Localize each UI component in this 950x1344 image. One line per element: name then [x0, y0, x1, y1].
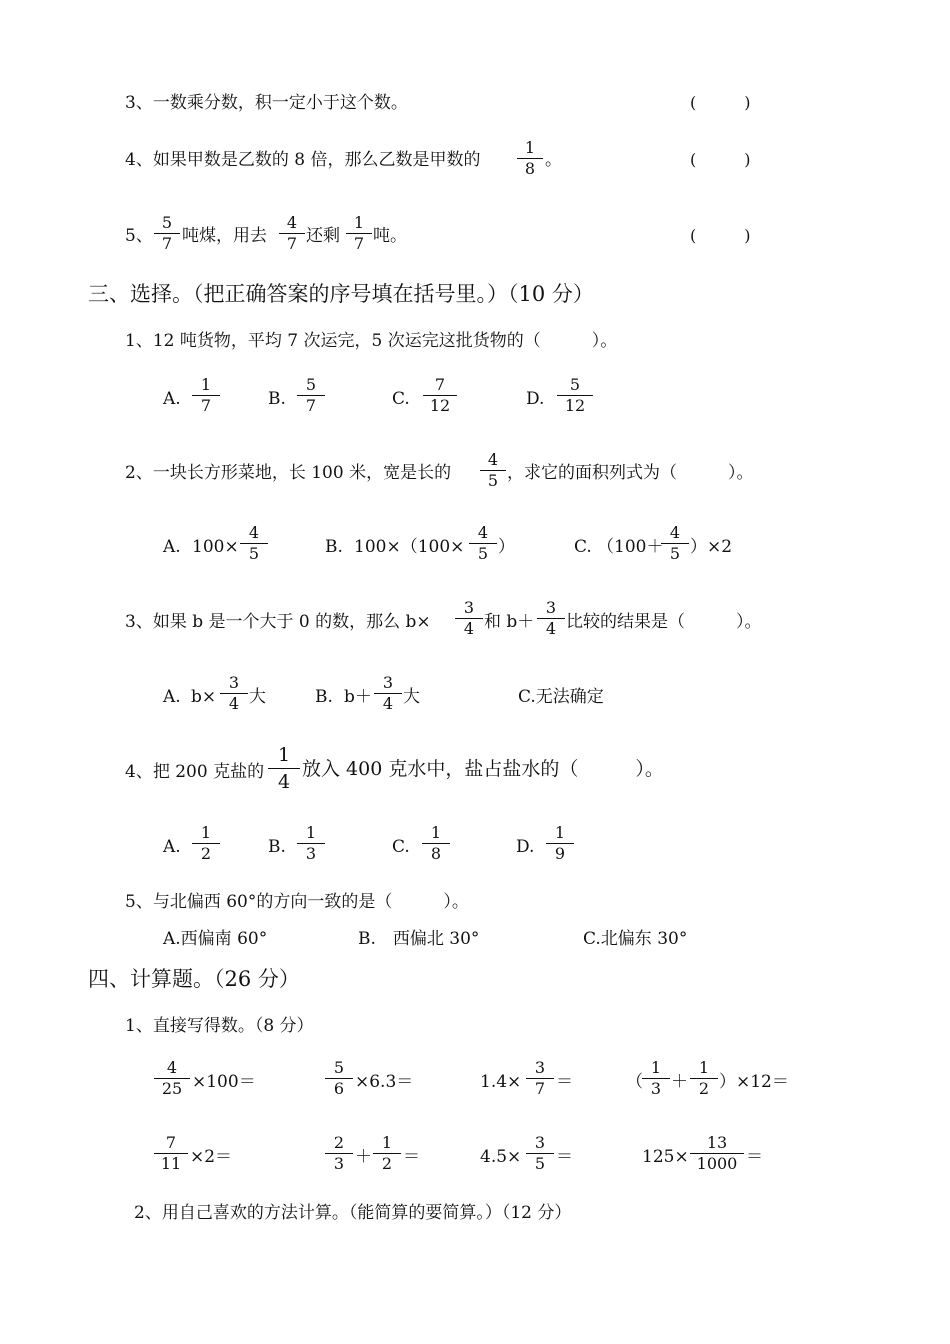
- fraction-denominator: 2: [698, 1079, 710, 1098]
- fraction-numerator: 3: [463, 598, 475, 617]
- fraction-denominator: 7: [286, 234, 298, 253]
- fraction-numerator: 1: [381, 1133, 393, 1152]
- fraction-denominator: 3: [305, 844, 317, 863]
- fraction-numerator: 5: [305, 375, 317, 394]
- c2-option-a-fraction: [240, 523, 268, 564]
- e7-fraction: [526, 1133, 554, 1174]
- judge-q3: [125, 93, 408, 113]
- q3-number: 3、: [125, 93, 153, 113]
- c3-stem-fraction-2: [537, 598, 565, 639]
- e5-fraction: [154, 1133, 188, 1174]
- fraction-numerator: 3: [382, 673, 394, 692]
- c2-option-c-fraction: [661, 523, 689, 564]
- fraction-denominator: 2: [200, 844, 212, 863]
- fraction-numerator: 1: [305, 823, 317, 842]
- fraction-denominator: 4: [463, 619, 475, 638]
- fraction-numerator: 1: [430, 823, 442, 842]
- q4-fraction: [517, 138, 543, 179]
- e8-expr-end: ＝: [746, 1147, 763, 1167]
- fraction-numerator: 5: [569, 375, 581, 394]
- c4-option-b-fraction: [297, 823, 325, 864]
- c1-option-a-fraction: [192, 375, 220, 416]
- fraction-denominator: 5: [487, 471, 499, 490]
- c3-option-b-expr: b＋: [344, 687, 372, 707]
- c4-stem-end: 放入 400 克水中，盐占盐水的（ ）。: [302, 758, 664, 780]
- section3-title: 三、选择。（把正确答案的序号填在括号里。）（10 分）: [88, 282, 594, 306]
- c4-option-c-fraction: [422, 823, 450, 864]
- c2-option-b-fraction: [469, 523, 497, 564]
- q5-answer-paren[interactable]: ( ): [690, 226, 751, 245]
- fraction-denominator: 2: [381, 1154, 393, 1173]
- e6-fraction-2: [373, 1133, 401, 1174]
- fraction-denominator: 7: [534, 1079, 546, 1098]
- q3-text: 一数乘分数，积一定小于这个数。: [152, 93, 408, 113]
- fraction-numerator: 1: [277, 744, 291, 766]
- c3-stem-mid: 和 b＋: [484, 612, 535, 632]
- e6-expr-mid: ＋: [355, 1147, 372, 1167]
- c3-option-a-label[interactable]: A.: [163, 687, 181, 707]
- e6-fraction-1: [325, 1133, 353, 1174]
- fraction-denominator: 7: [305, 396, 317, 415]
- c5-option-b[interactable]: B. 西偏北 30°: [358, 929, 480, 949]
- fraction-numerator: 1: [200, 823, 212, 842]
- c5-stem: 5、与北偏西 60°的方向一致的是（ ）。: [125, 892, 469, 912]
- fraction-numerator: 4: [286, 213, 298, 232]
- section4-title: 四、计算题。（26 分）: [88, 967, 300, 991]
- fraction-numerator: 2: [333, 1133, 345, 1152]
- c2-stem-fraction: [480, 450, 506, 491]
- e5-expr: ×2＝: [190, 1147, 233, 1167]
- fraction-denominator: 25: [161, 1079, 183, 1098]
- fraction-denominator: 5: [534, 1154, 546, 1173]
- c3-stem-fraction-1: [455, 598, 483, 639]
- c4-stem-start: 4、把 200 克盐的: [125, 762, 265, 782]
- c2-option-a-label[interactable]: A.: [163, 537, 181, 557]
- c4-option-d-label[interactable]: D.: [516, 837, 535, 857]
- c1-option-b-fraction: [297, 375, 325, 416]
- c3-option-b-end: 大: [403, 687, 420, 707]
- c1-option-b-label[interactable]: B.: [268, 389, 286, 409]
- fraction-denominator: 12: [429, 396, 451, 415]
- fraction-denominator: 6: [333, 1079, 345, 1098]
- fraction-numerator: 1: [200, 375, 212, 394]
- e3-expr-end: ＝: [556, 1072, 573, 1092]
- fraction-numerator: 3: [534, 1133, 546, 1152]
- c3-stem-start: 3、如果 b 是一个大于 0 的数，那么 b×: [125, 612, 431, 632]
- c2-stem-start: 2、一块长方形菜地，长 100 米，宽是长的: [125, 463, 452, 483]
- e1-expr: ×100＝: [192, 1072, 256, 1092]
- q3-answer-paren[interactable]: ( ): [690, 93, 751, 112]
- c2-option-b-expr-end: ）: [498, 537, 515, 557]
- c4-option-a-fraction: [192, 823, 220, 864]
- fraction-numerator: 3: [545, 598, 557, 617]
- fraction-numerator: 1: [524, 138, 536, 157]
- fraction-denominator: 11: [160, 1154, 182, 1173]
- fraction-numerator: 3: [228, 673, 240, 692]
- e8-expr-start: 125×: [642, 1147, 689, 1167]
- fraction-numerator: 4: [477, 523, 489, 542]
- c2-option-c-label[interactable]: C.: [574, 537, 592, 557]
- e4-fraction-2: [690, 1058, 718, 1099]
- c2-stem-end: ，求它的面积列式为（ ）。: [507, 463, 754, 483]
- c3-option-a-expr: b×: [191, 687, 217, 707]
- fraction-numerator: 4: [248, 523, 260, 542]
- fraction-denominator: 5: [477, 544, 489, 563]
- q5-text-1: 吨煤，用去: [182, 226, 267, 246]
- c5-option-a[interactable]: A.西偏南 60°: [163, 929, 268, 949]
- c3-option-b-label[interactable]: B.: [315, 687, 333, 707]
- q5-fraction-2: [279, 213, 305, 254]
- fraction-denominator: 4: [545, 619, 557, 638]
- fraction-numerator: 5: [333, 1058, 345, 1077]
- e1-fraction: [154, 1058, 190, 1099]
- q4-text: 如果甲数是乙数的 8 倍，那么乙数是甲数的: [152, 150, 481, 170]
- q4-answer-paren[interactable]: ( ): [690, 150, 751, 169]
- fraction-numerator: 1: [554, 823, 566, 842]
- q5-fraction-3: [346, 213, 372, 254]
- e3-fraction: [526, 1058, 554, 1099]
- calc1-title: 1、直接写得数。（8 分）: [125, 1016, 314, 1036]
- c2-option-b-expr: 100×（100×: [354, 537, 465, 557]
- e4-expr-mid: ＋: [671, 1072, 688, 1092]
- fraction-numerator: 1: [698, 1058, 710, 1077]
- fraction-denominator: 7: [353, 234, 365, 253]
- fraction-numerator: 4: [669, 523, 681, 542]
- q5-text-2: 还剩: [306, 226, 340, 246]
- c2-option-a-expr: 100×: [192, 537, 239, 557]
- c1-option-a-label[interactable]: A.: [163, 389, 181, 409]
- c1-option-d-fraction: [557, 375, 593, 416]
- e4-fraction-1: [642, 1058, 670, 1099]
- fraction-numerator: 1: [650, 1058, 662, 1077]
- c3-option-a-fraction: [220, 673, 248, 714]
- c4-option-a-label[interactable]: A.: [163, 837, 181, 857]
- q5-text-3: 吨。: [373, 226, 407, 246]
- c2-option-c-expr: （100＋: [597, 537, 664, 557]
- c4-option-d-fraction: [546, 823, 574, 864]
- fraction-denominator: 1000: [696, 1154, 738, 1173]
- c2-option-c-expr-end: ）×2: [690, 537, 733, 557]
- e7-expr-end: ＝: [556, 1147, 573, 1167]
- fraction-denominator: 4: [277, 771, 291, 793]
- fraction-denominator: 8: [524, 159, 536, 178]
- c1-stem: 1、12 吨货物，平均 7 次运完，5 次运完这批货物的（ ）。: [125, 331, 618, 351]
- c1-option-c-fraction: [423, 375, 457, 416]
- fraction-numerator: 3: [534, 1058, 546, 1077]
- fraction-denominator: 8: [430, 844, 442, 863]
- c3-option-b-fraction: [374, 673, 402, 714]
- e2-fraction: [325, 1058, 353, 1099]
- judge-q4: [125, 150, 480, 170]
- fraction-denominator: 5: [669, 544, 681, 563]
- c1-option-c-label[interactable]: C.: [392, 389, 410, 409]
- fraction-numerator: 4: [487, 450, 499, 469]
- fraction-denominator: 3: [333, 1154, 345, 1173]
- e4-expr-start: （: [626, 1072, 643, 1092]
- fraction-numerator: 4: [166, 1058, 178, 1077]
- fraction-denominator: 4: [382, 694, 394, 713]
- c4-stem-fraction: [268, 742, 300, 795]
- fraction-denominator: 4: [228, 694, 240, 713]
- fraction-denominator: 5: [248, 544, 260, 563]
- fraction-denominator: 7: [161, 234, 173, 253]
- c1-option-d-label[interactable]: D.: [526, 389, 545, 409]
- q4-text-end: 。: [545, 150, 562, 170]
- c5-option-c[interactable]: C.北偏东 30°: [583, 929, 688, 949]
- fraction-numerator: 7: [434, 375, 446, 394]
- c3-stem-end: 比较的结果是（ ）。: [566, 612, 762, 632]
- q4-number: 4、: [125, 150, 153, 170]
- c4-option-b-label[interactable]: B.: [268, 837, 286, 857]
- fraction-denominator: 3: [650, 1079, 662, 1098]
- fraction-numerator: 7: [165, 1133, 177, 1152]
- fraction-denominator: 7: [200, 396, 212, 415]
- fraction-denominator: 9: [554, 844, 566, 863]
- e7-expr-start: 4.5×: [480, 1147, 522, 1167]
- c2-option-b-label[interactable]: B.: [325, 537, 343, 557]
- fraction-denominator: 12: [564, 396, 586, 415]
- fraction-numerator: 13: [706, 1133, 728, 1152]
- c3-option-a-end: 大: [249, 687, 266, 707]
- q5-fraction-1: [154, 213, 180, 254]
- calc2-title: 2、用自己喜欢的方法计算。（能简算的要简算。）（12 分）: [134, 1203, 572, 1223]
- fraction-numerator: 1: [353, 213, 365, 232]
- fraction-numerator: 5: [161, 213, 173, 232]
- e2-expr: ×6.3＝: [355, 1072, 414, 1092]
- e3-expr-start: 1.4×: [480, 1072, 522, 1092]
- q5-number: 5、: [125, 226, 153, 246]
- c4-option-c-label[interactable]: C.: [392, 837, 410, 857]
- e6-expr-end: ＝: [403, 1147, 420, 1167]
- c3-option-c[interactable]: C.无法确定: [518, 687, 604, 707]
- e4-expr-end: ）×12＝: [719, 1072, 789, 1092]
- e8-fraction: [690, 1133, 744, 1174]
